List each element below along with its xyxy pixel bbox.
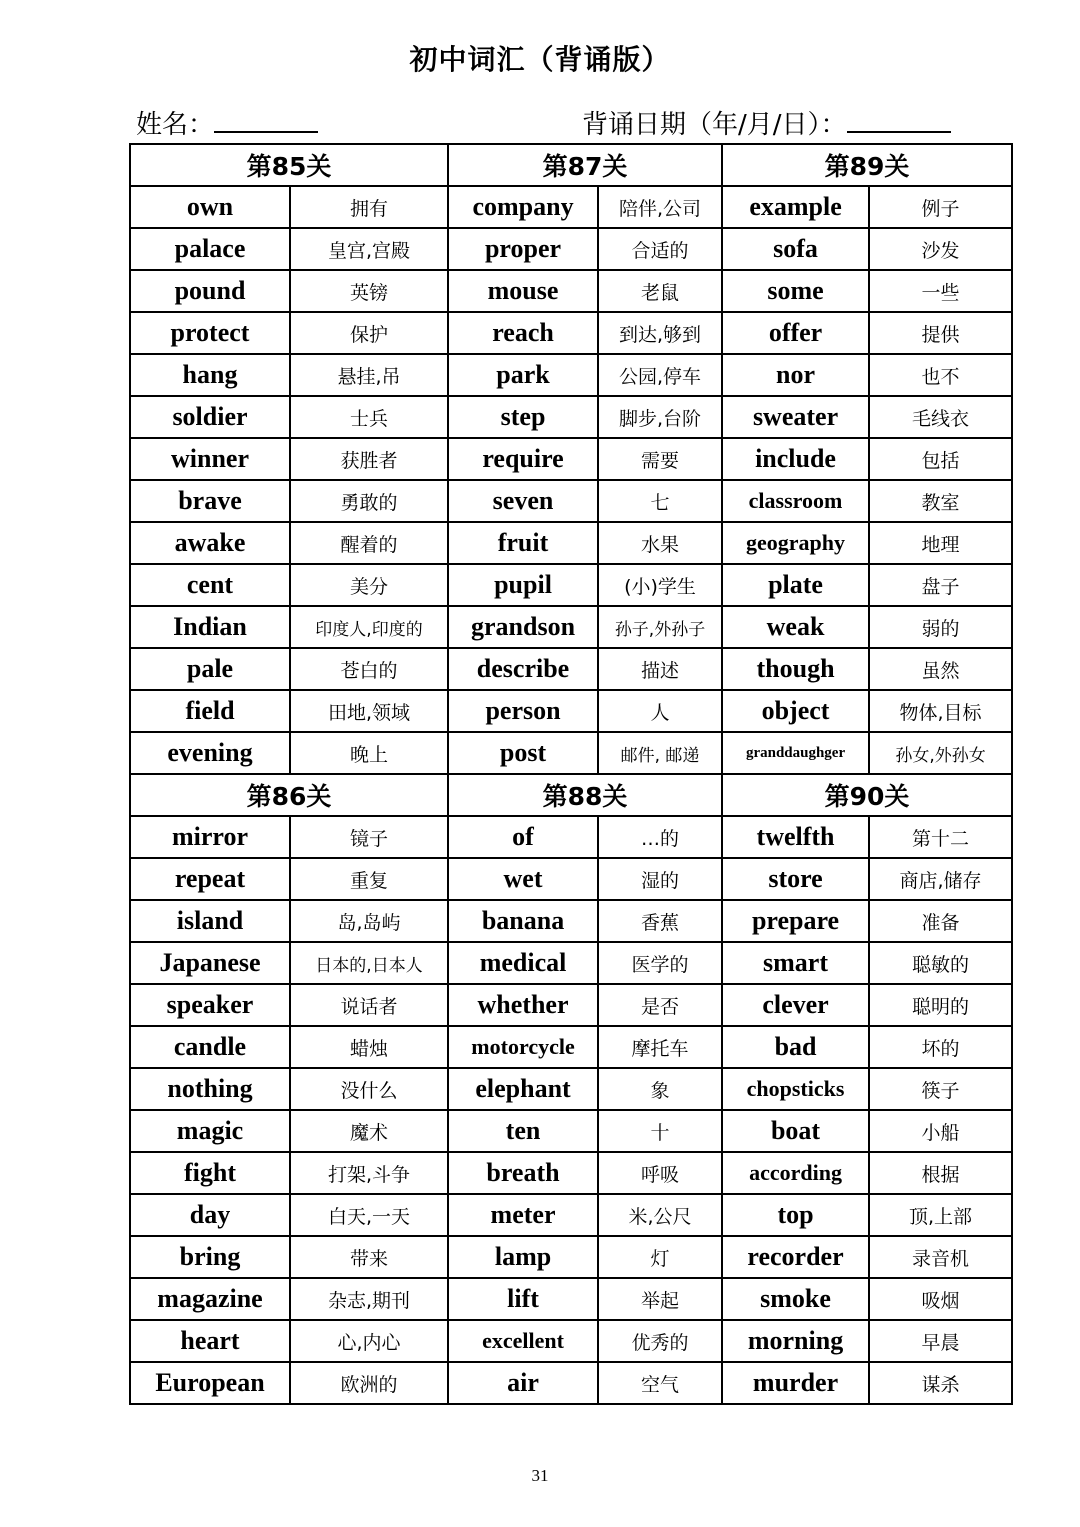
chinese-meaning: 老鼠 bbox=[598, 270, 722, 312]
chinese-meaning: 魔术 bbox=[290, 1110, 448, 1152]
chinese-meaning: 印度人,印度的 bbox=[290, 606, 448, 648]
english-word: describe bbox=[448, 648, 598, 690]
vocab-row bbox=[130, 984, 1012, 1026]
english-word: field bbox=[130, 690, 290, 732]
english-word: cent bbox=[130, 564, 290, 606]
chinese-meaning: 优秀的 bbox=[598, 1320, 722, 1362]
vocab-row bbox=[130, 1194, 1012, 1236]
level-heading-row bbox=[130, 774, 1012, 816]
english-word: though bbox=[722, 648, 869, 690]
english-word: repeat bbox=[130, 858, 290, 900]
english-word: banana bbox=[448, 900, 598, 942]
chinese-meaning: 准备 bbox=[869, 900, 1012, 942]
page-title: 初中词汇（背诵版） bbox=[409, 43, 671, 76]
chinese-meaning: 例子 bbox=[869, 186, 1012, 228]
english-word: of bbox=[448, 816, 598, 858]
english-word: sweater bbox=[722, 396, 869, 438]
chinese-meaning: 重复 bbox=[290, 858, 448, 900]
level-heading: 第85关 bbox=[130, 144, 448, 186]
chinese-meaning: 需要 bbox=[598, 438, 722, 480]
level-heading: 第88关 bbox=[448, 774, 722, 816]
chinese-meaning: 合适的 bbox=[598, 228, 722, 270]
vocab-row bbox=[130, 564, 1012, 606]
english-word: seven bbox=[448, 480, 598, 522]
vocab-row bbox=[130, 1110, 1012, 1152]
chinese-meaning: 打架,斗争 bbox=[290, 1152, 448, 1194]
chinese-meaning: 商店,储存 bbox=[869, 858, 1012, 900]
chinese-meaning: 保护 bbox=[290, 312, 448, 354]
chinese-meaning: 象 bbox=[598, 1068, 722, 1110]
english-word: offer bbox=[722, 312, 869, 354]
chinese-meaning: 蜡烛 bbox=[290, 1026, 448, 1068]
english-word: nothing bbox=[130, 1068, 290, 1110]
chinese-meaning: 湿的 bbox=[598, 858, 722, 900]
name-blank[interactable] bbox=[214, 109, 318, 133]
english-word: Indian bbox=[130, 606, 290, 648]
english-word: elephant bbox=[448, 1068, 598, 1110]
chinese-meaning: 孙子,外孙子 bbox=[598, 606, 722, 648]
english-word: mirror bbox=[130, 816, 290, 858]
english-word: step bbox=[448, 396, 598, 438]
chinese-meaning: 心,内心 bbox=[290, 1320, 448, 1362]
english-word: weak bbox=[722, 606, 869, 648]
chinese-meaning: 顶,上部 bbox=[869, 1194, 1012, 1236]
chinese-meaning: 香蕉 bbox=[598, 900, 722, 942]
vocab-row bbox=[130, 1236, 1012, 1278]
english-word: breath bbox=[448, 1152, 598, 1194]
chinese-meaning: 毛线衣 bbox=[869, 396, 1012, 438]
english-word: speaker bbox=[130, 984, 290, 1026]
chinese-meaning: 米,公尺 bbox=[598, 1194, 722, 1236]
english-word: prepare bbox=[722, 900, 869, 942]
chinese-meaning: 美分 bbox=[290, 564, 448, 606]
english-word: whether bbox=[448, 984, 598, 1026]
chinese-meaning: 说话者 bbox=[290, 984, 448, 1026]
english-word: geography bbox=[722, 522, 869, 564]
level-heading: 第90关 bbox=[722, 774, 1012, 816]
vocab-row bbox=[130, 354, 1012, 396]
english-word: fruit bbox=[448, 522, 598, 564]
vocab-row bbox=[130, 648, 1012, 690]
chinese-meaning: 也不 bbox=[869, 354, 1012, 396]
english-word: smart bbox=[722, 942, 869, 984]
english-word: include bbox=[722, 438, 869, 480]
vocab-row bbox=[130, 1026, 1012, 1068]
chinese-meaning: 提供 bbox=[869, 312, 1012, 354]
chinese-meaning: 聪明的 bbox=[869, 984, 1012, 1026]
english-word: medical bbox=[448, 942, 598, 984]
english-word: bad bbox=[722, 1026, 869, 1068]
chinese-meaning: 日本的,日本人 bbox=[290, 942, 448, 984]
english-word: classroom bbox=[722, 480, 869, 522]
english-word: smoke bbox=[722, 1278, 869, 1320]
chinese-meaning: …的 bbox=[598, 816, 722, 858]
english-word: Japanese bbox=[130, 942, 290, 984]
english-word: sofa bbox=[722, 228, 869, 270]
level-heading: 第89关 bbox=[722, 144, 1012, 186]
english-word: post bbox=[448, 732, 598, 774]
chinese-meaning: 杂志,期刊 bbox=[290, 1278, 448, 1320]
vocab-row bbox=[130, 1362, 1012, 1404]
vocab-table bbox=[129, 143, 1013, 1405]
chinese-meaning: 物体,目标 bbox=[869, 690, 1012, 732]
chinese-meaning: 公园,停车 bbox=[598, 354, 722, 396]
chinese-meaning: 聪敏的 bbox=[869, 942, 1012, 984]
english-word: candle bbox=[130, 1026, 290, 1068]
english-word: morning bbox=[722, 1320, 869, 1362]
english-word: hang bbox=[130, 354, 290, 396]
english-word: mouse bbox=[448, 270, 598, 312]
english-word: own bbox=[130, 186, 290, 228]
vocab-row bbox=[130, 690, 1012, 732]
chinese-meaning: 欧洲的 bbox=[290, 1362, 448, 1404]
chinese-meaning: 灯 bbox=[598, 1236, 722, 1278]
chinese-meaning: 第十二 bbox=[869, 816, 1012, 858]
english-word: soldier bbox=[130, 396, 290, 438]
chinese-meaning: 醒着的 bbox=[290, 522, 448, 564]
chinese-meaning: 小船 bbox=[869, 1110, 1012, 1152]
english-word: magazine bbox=[130, 1278, 290, 1320]
chinese-meaning: 弱的 bbox=[869, 606, 1012, 648]
chinese-meaning: 教室 bbox=[869, 480, 1012, 522]
english-word: heart bbox=[130, 1320, 290, 1362]
english-word: bring bbox=[130, 1236, 290, 1278]
chinese-meaning: 早晨 bbox=[869, 1320, 1012, 1362]
chinese-meaning: 虽然 bbox=[869, 648, 1012, 690]
english-word: European bbox=[130, 1362, 290, 1404]
english-word: reach bbox=[448, 312, 598, 354]
chinese-meaning: 坏的 bbox=[869, 1026, 1012, 1068]
english-word: day bbox=[130, 1194, 290, 1236]
chinese-meaning: 带来 bbox=[290, 1236, 448, 1278]
chinese-meaning: (小)学生 bbox=[598, 564, 722, 606]
english-word: company bbox=[448, 186, 598, 228]
english-word: store bbox=[722, 858, 869, 900]
chinese-meaning: 是否 bbox=[598, 984, 722, 1026]
level-heading: 第87关 bbox=[448, 144, 722, 186]
chinese-meaning: 皇宫,宫殿 bbox=[290, 228, 448, 270]
english-word: excellent bbox=[448, 1320, 598, 1362]
vocab-row bbox=[130, 942, 1012, 984]
chinese-meaning: 水果 bbox=[598, 522, 722, 564]
chinese-meaning: 一些 bbox=[869, 270, 1012, 312]
chinese-meaning: 陪伴,公司 bbox=[598, 186, 722, 228]
english-word: fight bbox=[130, 1152, 290, 1194]
chinese-meaning: 拥有 bbox=[290, 186, 448, 228]
chinese-meaning: 举起 bbox=[598, 1278, 722, 1320]
name-field[interactable] bbox=[136, 104, 318, 141]
english-word: pale bbox=[130, 648, 290, 690]
chinese-meaning: 十 bbox=[598, 1110, 722, 1152]
english-word: ten bbox=[448, 1110, 598, 1152]
name-label: 姓名： bbox=[136, 110, 215, 140]
english-word: brave bbox=[130, 480, 290, 522]
vocab-row bbox=[130, 186, 1012, 228]
chinese-meaning: 获胜者 bbox=[290, 438, 448, 480]
vocab-row bbox=[130, 312, 1012, 354]
chinese-meaning: 到达,够到 bbox=[598, 312, 722, 354]
english-word: lamp bbox=[448, 1236, 598, 1278]
chinese-meaning: 士兵 bbox=[290, 396, 448, 438]
english-word: wet bbox=[448, 858, 598, 900]
english-word: protect bbox=[130, 312, 290, 354]
english-word: boat bbox=[722, 1110, 869, 1152]
vocab-row bbox=[130, 732, 1012, 774]
english-word: nor bbox=[722, 354, 869, 396]
chinese-meaning: 孙女,外孙女 bbox=[869, 732, 1012, 774]
vocab-row bbox=[130, 1152, 1012, 1194]
english-word: top bbox=[722, 1194, 869, 1236]
vocab-row bbox=[130, 858, 1012, 900]
chinese-meaning: 录音机 bbox=[869, 1236, 1012, 1278]
chinese-meaning: 根据 bbox=[869, 1152, 1012, 1194]
level-heading-row bbox=[130, 144, 1012, 186]
english-word: proper bbox=[448, 228, 598, 270]
vocab-row bbox=[130, 396, 1012, 438]
english-word: some bbox=[722, 270, 869, 312]
english-word: clever bbox=[722, 984, 869, 1026]
chinese-meaning: 沙发 bbox=[869, 228, 1012, 270]
chinese-meaning: 晚上 bbox=[290, 732, 448, 774]
chinese-meaning: 田地,领域 bbox=[290, 690, 448, 732]
chinese-meaning: 呼吸 bbox=[598, 1152, 722, 1194]
english-word: according bbox=[722, 1152, 869, 1194]
english-word: recorder bbox=[722, 1236, 869, 1278]
chinese-meaning: 七 bbox=[598, 480, 722, 522]
chinese-meaning: 苍白的 bbox=[290, 648, 448, 690]
chinese-meaning: 人 bbox=[598, 690, 722, 732]
vocab-row bbox=[130, 228, 1012, 270]
vocab-row bbox=[130, 606, 1012, 648]
chinese-meaning: 摩托车 bbox=[598, 1026, 722, 1068]
chinese-meaning: 邮件, 邮递 bbox=[598, 732, 722, 774]
english-word: pupil bbox=[448, 564, 598, 606]
page-number: 31 bbox=[531, 1466, 549, 1485]
english-word: twelfth bbox=[722, 816, 869, 858]
chinese-meaning: 没什么 bbox=[290, 1068, 448, 1110]
english-word: granddaughger bbox=[722, 732, 869, 774]
english-word: awake bbox=[130, 522, 290, 564]
vocab-row bbox=[130, 522, 1012, 564]
english-word: park bbox=[448, 354, 598, 396]
chinese-meaning: 医学的 bbox=[598, 942, 722, 984]
date-label: 背诵日期（年/月/日）： bbox=[582, 110, 847, 140]
english-word: grandson bbox=[448, 606, 598, 648]
chinese-meaning: 悬挂,吊 bbox=[290, 354, 448, 396]
chinese-meaning: 空气 bbox=[598, 1362, 722, 1404]
english-word: murder bbox=[722, 1362, 869, 1404]
english-word: pound bbox=[130, 270, 290, 312]
english-word: object bbox=[722, 690, 869, 732]
english-word: winner bbox=[130, 438, 290, 480]
english-word: chopsticks bbox=[722, 1068, 869, 1110]
chinese-meaning: 白天,一天 bbox=[290, 1194, 448, 1236]
english-word: magic bbox=[130, 1110, 290, 1152]
vocab-row bbox=[130, 438, 1012, 480]
english-word: require bbox=[448, 438, 598, 480]
english-word: meter bbox=[448, 1194, 598, 1236]
english-word: island bbox=[130, 900, 290, 942]
chinese-meaning: 筷子 bbox=[869, 1068, 1012, 1110]
chinese-meaning: 脚步,台阶 bbox=[598, 396, 722, 438]
vocab-row bbox=[130, 816, 1012, 858]
english-word: evening bbox=[130, 732, 290, 774]
english-word: lift bbox=[448, 1278, 598, 1320]
date-blank[interactable] bbox=[847, 109, 951, 133]
chinese-meaning: 描述 bbox=[598, 648, 722, 690]
vocab-row bbox=[130, 1320, 1012, 1362]
vocab-row bbox=[130, 1068, 1012, 1110]
english-word: example bbox=[722, 186, 869, 228]
chinese-meaning: 包括 bbox=[869, 438, 1012, 480]
chinese-meaning: 吸烟 bbox=[869, 1278, 1012, 1320]
vocab-row bbox=[130, 900, 1012, 942]
chinese-meaning: 镜子 bbox=[290, 816, 448, 858]
chinese-meaning: 勇敢的 bbox=[290, 480, 448, 522]
vocab-row bbox=[130, 1278, 1012, 1320]
level-heading: 第86关 bbox=[130, 774, 448, 816]
vocab-row bbox=[130, 270, 1012, 312]
english-word: person bbox=[448, 690, 598, 732]
english-word: motorcycle bbox=[448, 1026, 598, 1068]
date-field[interactable] bbox=[582, 104, 951, 141]
chinese-meaning: 岛,岛屿 bbox=[290, 900, 448, 942]
english-word: plate bbox=[722, 564, 869, 606]
vocab-row bbox=[130, 480, 1012, 522]
chinese-meaning: 盘子 bbox=[869, 564, 1012, 606]
english-word: palace bbox=[130, 228, 290, 270]
chinese-meaning: 地理 bbox=[869, 522, 1012, 564]
chinese-meaning: 谋杀 bbox=[869, 1362, 1012, 1404]
english-word: air bbox=[448, 1362, 598, 1404]
chinese-meaning: 英镑 bbox=[290, 270, 448, 312]
